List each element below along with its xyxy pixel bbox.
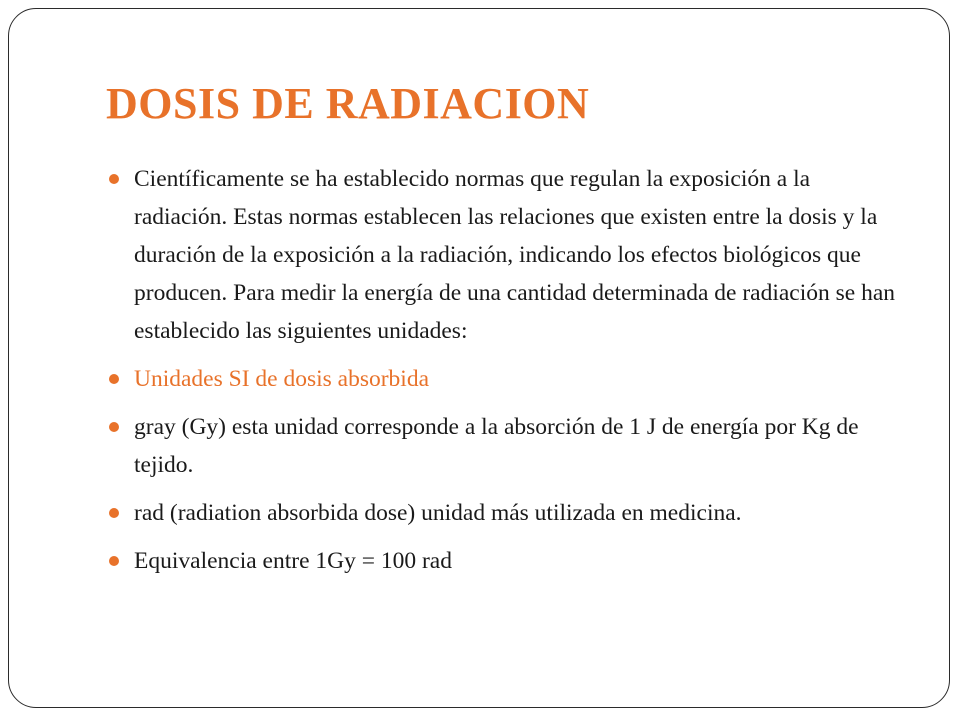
bullet-text: Equivalencia entre 1Gy = 100 rad — [134, 548, 452, 574]
bullet-list — [106, 160, 906, 590]
bullet-item-equivalence — [106, 542, 906, 580]
bullet-text: rad (radiation absorbida dose) unidad más utilizada en medicina. — [134, 500, 742, 526]
bullet-dot-icon — [109, 374, 119, 384]
bullet-item-intro — [106, 160, 906, 350]
bullet-text: gray (Gy) esta unidad corresponde a la absorción de 1 J de energía por Kg de tejido. — [134, 414, 859, 478]
slide-title: DOSIS DE RADIACION — [106, 79, 590, 128]
bullet-dot-icon — [109, 174, 119, 184]
bullet-dot-icon — [109, 508, 119, 518]
bullet-text: Científicamente se ha establecido normas que regulan la exposición a la radiación. Estas normas establecen las relaciones que existen entre la dosis y la duración de la exposición a la radiación, indicando los efectos biológicos que producen. Para medir la energía de una cantidad determinada de radiación se han establecido las siguientes unidades: — [134, 166, 896, 344]
bullet-text: Unidades SI de dosis absorbida — [134, 366, 430, 392]
bullet-item-gray — [106, 408, 906, 484]
bullet-item-rad — [106, 494, 906, 532]
bullet-dot-icon — [109, 422, 119, 432]
bullet-dot-icon — [109, 556, 119, 566]
bullet-item-si-units — [106, 360, 906, 398]
